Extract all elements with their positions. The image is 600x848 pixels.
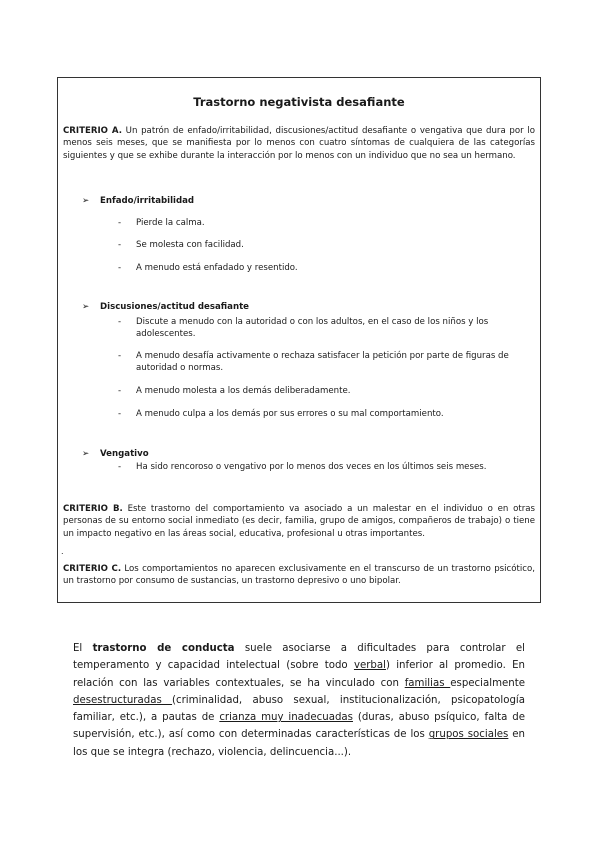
box-title: Trastorno negativista desafiante — [193, 95, 405, 109]
criterio-a-label: CRITERIO A. — [63, 126, 122, 136]
group-heading-enfado: ➢ Enfado/irritabilidad — [82, 196, 195, 206]
body-paragraph: El trastorno de conducta suele asociarse a dificultades para controlar el temperamento y capacidad intelectual (sobre todo verbal) inferior al promedio. En relación con las variables contextuales, se ha vinculado con familias especialmente desestructuradas (criminalidad, abuso sexual, institucionalización, psicopatología familiar, etc.), a pautas de crianza muy inadecuadas (duras, abuso psíquico, falta de supervisión, etc.), así como con determinadas características de los grupos sociales en los que se integra (rechazo, violencia, delincuencia...). — [73, 643, 526, 758]
criterio-c-text: Los comportamientos no aparecen exclusivamente en el transcurso de un trastorno psicótico, un trastorno por consumo de sustancias, un trastorno depresivo o uno bipolar. — [63, 564, 535, 587]
criterio-c — [63, 563, 535, 588]
list-item: - A menudo molesta a los demás deliberadamente. — [118, 386, 351, 396]
term-desestructuradas: desestructuradas — [73, 694, 173, 706]
criterio-c-label: CRITERIO C. — [63, 564, 122, 574]
term-familias: familias — [404, 677, 451, 689]
list-item: - A menudo culpa a los demás por sus errores o su mal comportamiento. — [118, 409, 444, 419]
term-grupos-sociales: grupos sociales — [428, 729, 509, 741]
arrow-bullet-icon: ➢ — [82, 196, 90, 206]
term-verbal: verbal — [353, 660, 386, 672]
arrow-bullet-icon: ➢ — [82, 449, 90, 459]
criterio-b-label: CRITERIO B. — [63, 504, 123, 514]
group-heading-vengativo: ➢ Vengativo — [82, 449, 149, 459]
criterio-a-text: Un patrón de enfado/irritabilidad, discusiones/actitud desafiante o vengativa que dura por lo menos seis meses, que se manifiesta por lo menos con cuatro síntomas de cualquiera de las categorías siguientes y que se exhibe durante la interacción por lo menos con un individuo que no sea un hermano. — [63, 126, 535, 161]
list-item: - Se molesta con facilidad. — [118, 240, 244, 250]
criterio-a — [63, 125, 535, 162]
criterio-b — [63, 503, 535, 540]
arrow-bullet-icon: ➢ — [82, 302, 90, 312]
list-item: - Ha sido rencoroso o vengativo por lo menos dos veces en los últimos seis meses. — [118, 462, 487, 472]
term-trastorno-de-conducta: trastorno de conducta — [92, 643, 235, 654]
list-item: - A menudo está enfadado y resentido. — [118, 263, 298, 273]
criteria-box — [57, 77, 541, 603]
term-crianza: crianza muy inadecuadas — [219, 712, 353, 724]
group-heading-discusiones: ➢ Discusiones/actitud desafiante — [82, 302, 250, 312]
list-item: - A menudo desafía activamente o rechaza satisfacer la petición por parte de figuras de autoridad o normas. — [118, 351, 509, 374]
criterio-b-text: Este trastorno del comportamiento va asociado a un malestar en el individuo o en otras personas de su entorno social inmediato (es decir, familia, grupo de amigos, compañeros de trabajo) o tiene un impacto negativo en las áreas social, educativa, profesional u otras importantes. — [63, 504, 536, 539]
stray-dot: . — [61, 547, 64, 556]
list-item: - Discute a menudo con la autoridad o con los adultos, en el caso de los niños y los adolescentes. — [118, 317, 489, 340]
list-item: - Pierde la calma. — [118, 218, 205, 228]
